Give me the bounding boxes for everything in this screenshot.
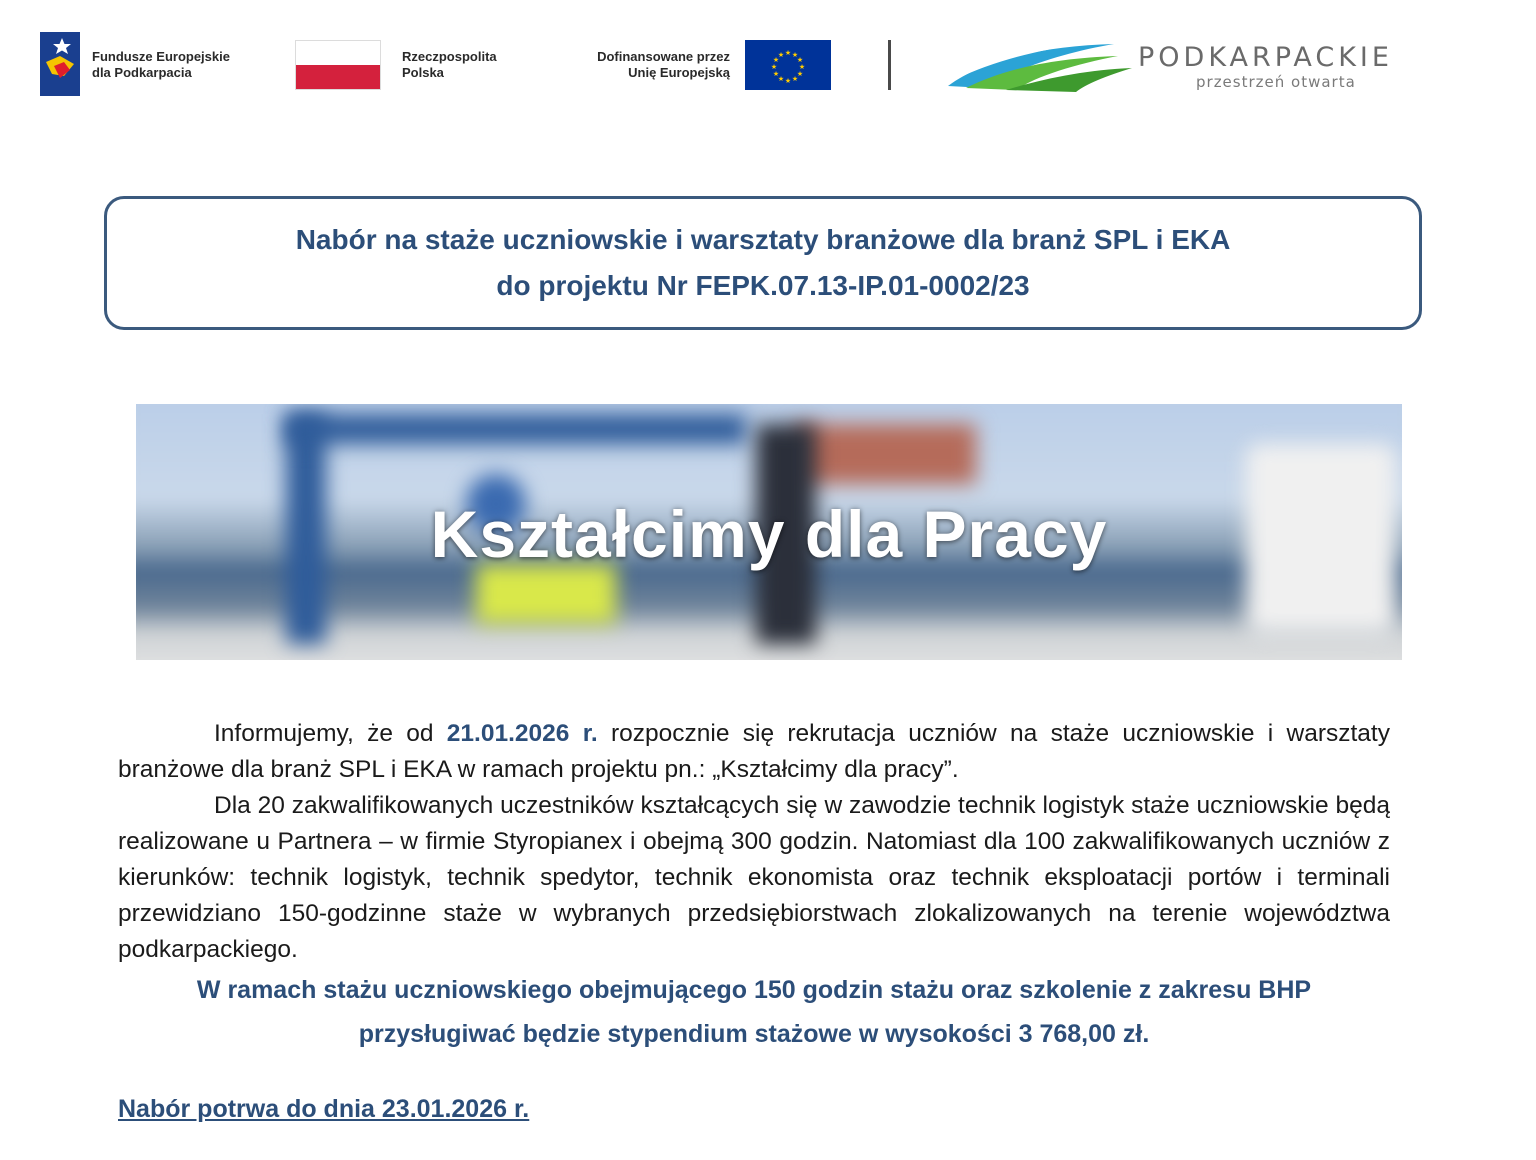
pl-logo-line2: Polska xyxy=(402,65,444,80)
pl-logo-line1: Rzeczpospolita xyxy=(402,49,497,64)
poland-flag-icon xyxy=(295,40,381,90)
title-line1: Nabór na staże uczniowskie i warsztaty branżowe dla branż SPL i EKA xyxy=(295,224,1231,255)
banner-blur-shape xyxy=(286,414,746,444)
logo-bar xyxy=(0,0,1536,120)
banner-image xyxy=(136,404,1402,660)
eu-logo-line2: Unię Europejską xyxy=(628,65,730,80)
announcement-title-box xyxy=(104,196,1422,330)
fe-logo-line2: dla Podkarpacia xyxy=(92,65,192,80)
intro-text-before: Informujemy, że od xyxy=(214,720,447,747)
details-paragraph xyxy=(118,788,1390,968)
podkarpackie-tagline: przestrzeń otwarta xyxy=(1196,73,1356,91)
intro-paragraph xyxy=(118,716,1390,788)
svg-text:★: ★ xyxy=(777,51,785,59)
svg-text:★: ★ xyxy=(772,56,780,64)
podkarpackie-name: PODKARPACKIE xyxy=(1138,42,1393,73)
svg-text:★: ★ xyxy=(770,63,778,71)
title-line2: do projektu Nr FEPK.07.13-IP.01-0002/23 xyxy=(496,270,1030,301)
stipend-notice xyxy=(118,968,1390,1056)
svg-text:★: ★ xyxy=(796,56,804,64)
svg-text:★: ★ xyxy=(784,77,792,85)
banner-blur-shape xyxy=(796,424,976,484)
svg-text:★: ★ xyxy=(796,70,804,78)
banner-headline: Kształcimy dla Pracy xyxy=(430,497,1108,571)
svg-text:★: ★ xyxy=(798,63,806,71)
stipend-line2: przysługiwać będzie stypendium stażowe w wysokości 3 768,00 zł. xyxy=(358,1020,1150,1048)
svg-text:★: ★ xyxy=(784,49,792,57)
eu-logo-line1: Dofinansowane przez xyxy=(597,49,730,64)
eu-flag-icon xyxy=(745,40,831,90)
recruitment-start-date: 21.01.2026 r. xyxy=(446,720,598,747)
logo-separator xyxy=(888,40,891,90)
eu-logo-text xyxy=(572,49,730,81)
fundusze-europejskie-icon xyxy=(40,32,80,96)
svg-text:★: ★ xyxy=(777,75,785,83)
fe-logo-line1: Fundusze Europejskie xyxy=(92,49,230,64)
fe-logo-text xyxy=(92,49,230,81)
banner-blur-shape xyxy=(476,564,616,624)
svg-text:★: ★ xyxy=(791,51,799,59)
intro-text-after: rozpocznie się rekrutacja uczniów na staże uczniowskie i warsztaty branżowe dla branż SPL i EKA w ramach projektu pn.: „Kształcimy dla pracy”. xyxy=(118,720,1390,783)
pl-logo-text xyxy=(402,49,497,81)
details-text: Dla 20 zakwalifikowanych uczestników kształcących się w zawodzie technik logistyk staże uczniowskie będą realizowane u Partnera – w firmie Styropianex i obejmą 300 godzin. Natomiast dla 100 zakwalifikowanych uczniów z kierunków: technik logistyk, technik spedytor, technik ekonomista oraz technik eksploatacji portów i terminali przewidziano 150-godzinne staże w wybranych przedsiębiorstwach zlokalizowanych na terenie województwa podkarpackiego. xyxy=(118,792,1390,963)
svg-text:★: ★ xyxy=(772,70,780,78)
deadline-notice: Nabór potrwa do dnia 23.01.2026 r. xyxy=(118,1095,530,1123)
svg-text:★: ★ xyxy=(791,75,799,83)
podkarpackie-swoosh-icon xyxy=(946,38,1136,92)
stipend-line1: W ramach stażu uczniowskiego obejmującego 150 godzin stażu oraz szkolenie z zakresu BHP xyxy=(196,976,1312,1004)
